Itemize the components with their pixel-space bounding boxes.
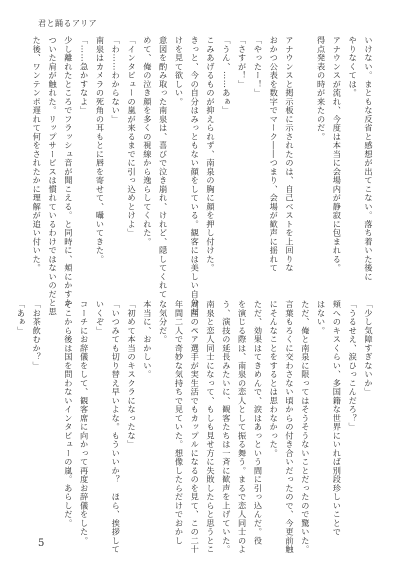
text-line: ついた肩が触れた。リップサービスは慣れているわけではないのだと思 xyxy=(48,36,59,316)
text-line: 「あぁ」 xyxy=(16,300,27,335)
text-line: 「お茶飲むか？」 xyxy=(32,300,43,370)
text-line: 「いつみても切り替え早いよな。もういいか？ ほら、挨拶して xyxy=(111,300,122,554)
text-line: 本当に、おかしい。 xyxy=(142,300,153,379)
text-line: はない。 xyxy=(316,300,327,335)
text-line: いくぞ」 xyxy=(95,300,106,335)
text-line: コーチにお辞儀をして、観客席に向かって再度お辞儀をした。 xyxy=(79,300,90,545)
text-line: 「わ……わからない」 xyxy=(111,36,122,124)
text-line: おかつ公表を数字でマーク――つまり、会場が歓声に揺れて xyxy=(269,36,280,273)
text-line: 南泉はカメラの死角の耳もとに唇を寄せて、囁いてきた。 xyxy=(95,36,106,264)
running-title: 君と踊るアリア xyxy=(38,19,98,28)
text-line: いけない。まともな反省と感想が出てこない。落ち着いた後に xyxy=(364,36,374,281)
text-line: 「初めて本当のキスクラになったな」 xyxy=(127,300,138,449)
text-line: ただ、効果はてきめんで、涙はあっという間に引っ込んだ。役 xyxy=(253,300,264,545)
text-line xyxy=(44,300,60,524)
text-line: ただ、俺と南泉に限ってはそうそうないことだったので驚いた。 xyxy=(300,300,311,554)
text-line: 「うん、……あぁ」 xyxy=(221,36,232,115)
text-line: 「少し気障すぎないか」 xyxy=(364,300,374,397)
text-line: 「……急かすなよ」 xyxy=(79,36,90,115)
text-line xyxy=(297,36,313,268)
text-line: 「やったー！」 xyxy=(253,36,264,98)
text-line: こみあげるものが抑えられず、南泉の胸に顔を押し付けた。 xyxy=(206,36,217,273)
text-line: 周囲のペア選手が実生活でもカップルになるのを見て、この二十 xyxy=(190,300,201,554)
text-line: アナウンスと掲示板に示されたのは、自己ベストを上回りな xyxy=(285,36,296,273)
text-line: な気分だ。 xyxy=(158,300,169,344)
text-line: きっと、今の自分はみっともない顔をしている。観客には美しい自分だ xyxy=(190,36,201,316)
text-line: やりなくては。 xyxy=(348,36,359,98)
text-line: 「さすが！」 xyxy=(237,36,248,89)
text-line: アナウンスが流れ、今度は本当に会場内が静寂に包まれる。 xyxy=(332,36,343,273)
text-line: 年間二人で奇妙な気持ちで見ていた。想像したらだけでおかし xyxy=(174,300,185,545)
page-number: 5 xyxy=(38,538,45,549)
lower-text-block xyxy=(16,300,376,554)
text-line: 言葉もろくに交わさない頃からの付き合いだったので、今更前触 xyxy=(285,300,296,554)
text-line: けを見て欲しい。 xyxy=(174,36,185,106)
text-line: そこから後は国を問わないインタビューの嵐。あらしだ。 xyxy=(63,300,74,528)
text-line: う、演技の延長みたいに、観客たちは一斉に歓声を上げていた。 xyxy=(221,300,232,554)
text-line: 南泉と恋人同士になって、もしも見せ方に失敗したらと思うとこ xyxy=(206,300,217,554)
text-line: 意図を酌み取った南泉は、喜びで泣き崩れ、けれど、隠してくれて xyxy=(158,36,169,299)
text-line: にそんなことをするとは思わなかった。 xyxy=(269,300,280,458)
text-line: 少し離れたところでフラッシュ音が聞こえる。と同時に、頬にかすか xyxy=(63,36,74,308)
text-line: 「うるせえ、涙ひっこんだろ？」 xyxy=(348,300,359,432)
text-line: めて、俺の泣き顔を多くの視線から逸らしてくれた。 xyxy=(142,36,153,246)
upper-text-block xyxy=(22,36,376,316)
text-line: 「インタビューの嵐が来るまでに引っ込めとけよ」 xyxy=(127,36,138,238)
text-line: た後、ワンテンポ遅れて何をされたかに理解が追い付いた。 xyxy=(32,36,43,273)
text-line: を演じる際は、南泉の恋人として振る舞う。まるで恋人同士のよ xyxy=(237,300,248,554)
text-line: 得点発表の時が来たのだ。 xyxy=(316,36,327,141)
text-line: 頬へのキスくらい、多国籍な世界にいれば別段珍しいことで xyxy=(332,300,343,537)
